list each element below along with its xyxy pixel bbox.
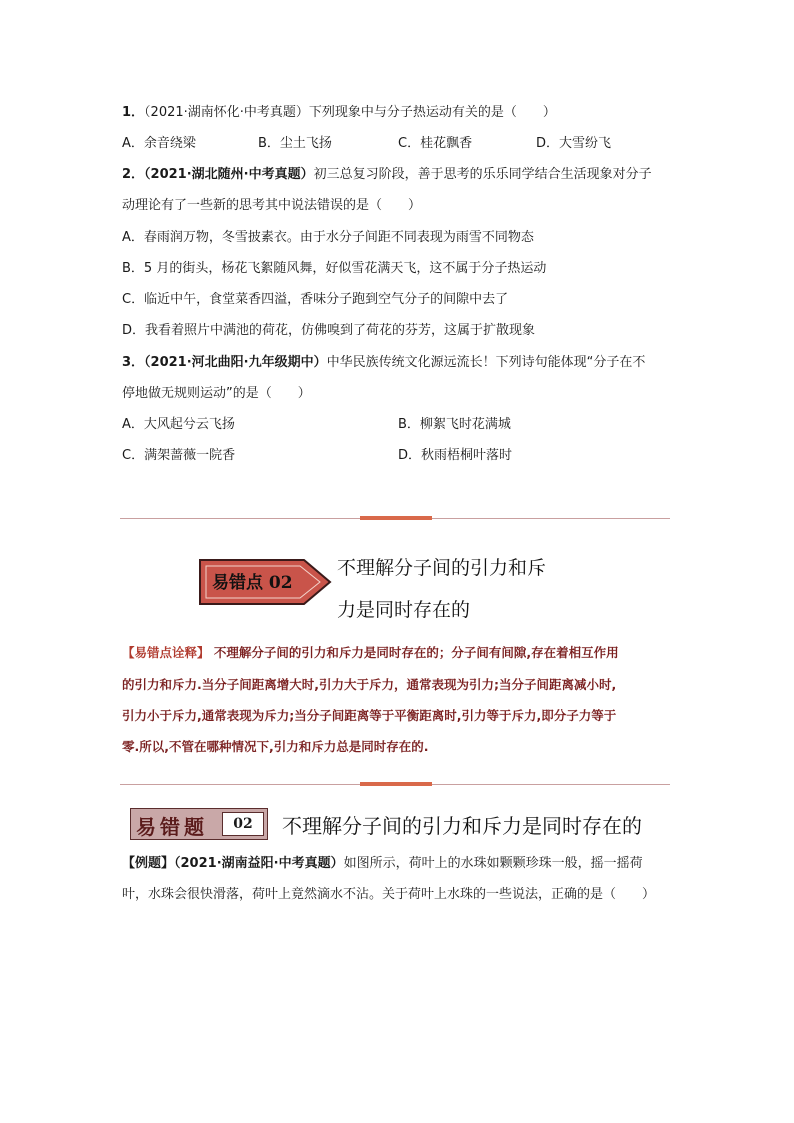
option-b: B．5 月的街头，杨花飞絮随风舞，好似雪花满天飞，这不属于分子热运动: [122, 261, 547, 276]
option-a: A．大风起兮云飞扬: [122, 417, 235, 432]
example-label: 【例题】: [122, 856, 175, 871]
question-number: 3．: [122, 355, 145, 370]
example-line1: [122, 855, 643, 873]
error-point-heading-line2: 力是同时存在的: [337, 599, 471, 621]
example-text: 如图所示，荷叶上的水珠如颗颗珍珠一般，摇一摇荷: [343, 856, 643, 871]
question-number: 2．: [122, 167, 145, 182]
error-question-title: 不理解分子间的引力和斥力是同时存在的: [282, 814, 642, 838]
option-d: D．大雪纷飞: [536, 136, 612, 151]
option-b: B．柳絮飞时花满城: [398, 417, 511, 432]
question-2-stem: [122, 166, 652, 184]
example-source: （2021·湖南益阳·中考真题）: [174, 856, 344, 871]
option-c: C．桂花飘香: [398, 136, 473, 151]
explanation-line1: [122, 644, 619, 662]
option-d: D．我看着照片中满池的荷花，仿佛嗅到了荷花的芬芳，这属于扩散现象: [122, 323, 536, 338]
option-a: A．余音绕梁: [122, 136, 196, 151]
divider-accent: [360, 782, 432, 786]
explanation-line2: 的引力和斥力.当分子间距离增大时,引力大于斥力，通常表现为引力;当分子间距离减小时,: [122, 677, 617, 692]
question-number: 1．: [122, 105, 145, 120]
option-d: D．秋雨梧桐叶落时: [398, 448, 513, 463]
option-b: B．尘土飞扬: [258, 136, 332, 151]
option-c: C．满架蔷薇一院香: [122, 448, 236, 463]
example-line2: 叶，水珠会很快滑落，荷叶上竟然滴水不沾。关于荷叶上水珠的一些说法，正确的是（ ）: [122, 887, 656, 902]
divider-accent: [360, 516, 432, 520]
error-point-tag-label: 易错点 02: [212, 573, 293, 593]
option-c: C．临近中午，食堂菜香四溢，香味分子跑到空气分子的间隙中去了: [122, 292, 509, 307]
question-text: 初三总复习阶段，善于思考的乐乐同学结合生活现象对分子: [313, 167, 652, 182]
question-source: （2021·湖北随州·中考真题）: [144, 167, 314, 182]
option-a: A．春雨润万物，冬雪披素衣。由于水分子间距不同表现为雨雪不同物态: [122, 230, 534, 245]
explanation-line3: 引力小于斥力,通常表现为斥力;当分子间距离等于平衡距离时,引力等于斥力,即分子力等于: [122, 708, 617, 723]
question-1-stem: [122, 104, 556, 122]
question-text: 下列现象中与分子热运动有关的是（ ）: [308, 105, 556, 120]
question-2-stem-cont: 动理论有了一些新的思考其中说法错误的是（ ）: [122, 198, 422, 213]
question-source: （2021·湖南怀化·中考真题）: [144, 105, 309, 120]
question-source: （2021·河北曲阳·九年级期中）: [144, 355, 327, 370]
question-3-stem: [122, 354, 645, 372]
error-question-badge-number: 02: [222, 812, 264, 836]
question-3-stem-cont: 停地做无规则运动”的是（ ）: [122, 386, 311, 401]
error-point-heading-line1: 不理解分子间的引力和斥: [337, 557, 547, 579]
question-text: 中华民族传统文化源远流长！下列诗句能体现“分子在不: [326, 355, 646, 370]
error-question-badge-label: 易错题: [136, 815, 208, 839]
explanation-label: 【易错点诠释】: [122, 645, 210, 660]
explanation-line4: 零.所以,不管在哪种情况下,引力和斥力总是同时存在的.: [122, 739, 429, 754]
explanation-text: 不理解分子间的引力和斥力是同时存在的；分子间有间隙,存在着相互作用: [209, 645, 619, 660]
